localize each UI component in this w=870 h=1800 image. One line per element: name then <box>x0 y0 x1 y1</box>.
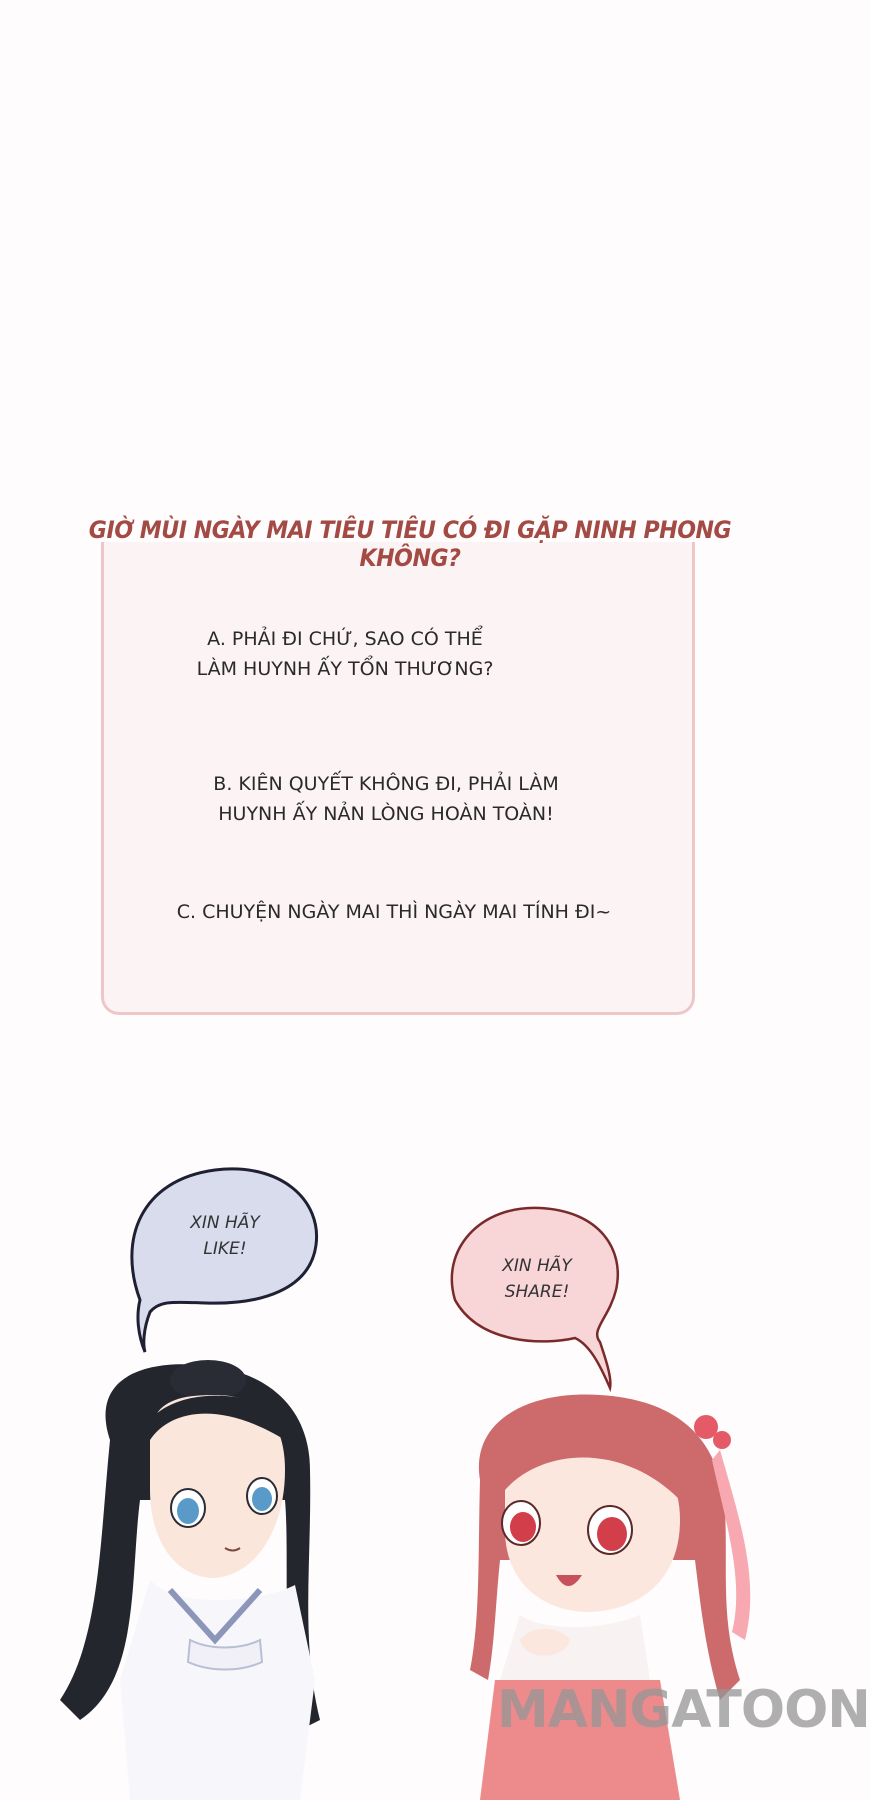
bubble-left-line1: XIN HÃY <box>190 1213 260 1233</box>
bubble-right-text <box>482 1253 592 1305</box>
bubble-right-line1: XIN HÃY <box>502 1256 572 1276</box>
character-left <box>60 1360 320 1800</box>
quiz-box <box>101 542 695 1015</box>
option-c-line1: C. CHUYỆN NGÀY MAI THÌ NGÀY MAI TÍNH ĐI~ <box>176 901 612 923</box>
quiz-option-a[interactable] <box>51 624 639 684</box>
option-b-line2: HUYNH ẤY NẢN LÒNG HOÀN TOÀN! <box>218 803 554 825</box>
bubble-left-line2: LIKE! <box>203 1239 247 1259</box>
mangatoon-watermark: MANGATOON <box>497 1680 870 1740</box>
bubble-right-line2: SHARE! <box>504 1282 570 1302</box>
option-b-line1: B. KIÊN QUYẾT KHÔNG ĐI, PHẢI LÀM <box>213 773 559 795</box>
option-a-line1: A. PHẢI ĐI CHỨ, SAO CÓ THỂ <box>207 628 483 650</box>
quiz-option-c[interactable] <box>100 897 688 927</box>
bubble-left-text <box>170 1210 280 1262</box>
quiz-question: GIỜ MÙI NGÀY MAI TIÊU TIÊU CÓ ĐI GẶP NINH PHONG KHÔNG? <box>88 516 732 572</box>
quiz-option-b[interactable] <box>92 769 680 829</box>
option-a-line2: LÀM HUYNH ẤY TỔN THƯƠNG? <box>196 658 494 680</box>
